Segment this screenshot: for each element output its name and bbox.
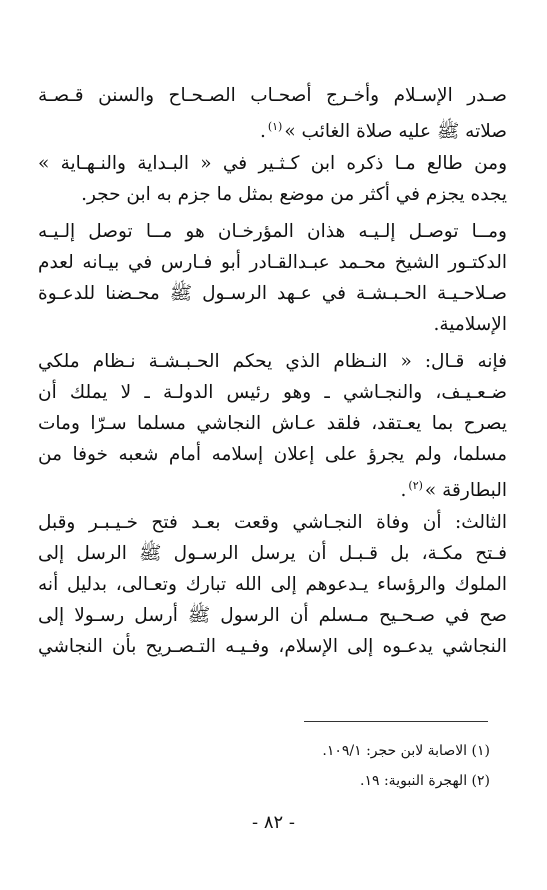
text-line: مسلما، ولم يجرؤ على إعلان إسلامه أمام شعبه خوفا من	[38, 444, 507, 465]
paragraph-3	[38, 216, 507, 340]
footnote-1: (١) الاصابة لابن حجر: ١٠٩/١.	[322, 743, 490, 759]
text-line: صلاته ﷺ عليه صلاة الغائب »$^{(١)}$.	[259, 120, 507, 142]
text-line: البطارقة »$^{(٢)}$.	[400, 479, 507, 501]
paragraph-2	[38, 148, 507, 210]
text-line: صـدر الإسـلام وأخـرج أصحـاب الصـحـاح والسنن قـصـة	[38, 85, 507, 106]
page-number: - ٨٢ -	[252, 812, 295, 833]
text-line: صح في صـحـيح مـسلم أن الرسول ﷺ أرسل رسـولا إلى	[38, 605, 507, 626]
text-line: يجده يجزم في أكثر من موضع بمثل ما جزم به ابن حجر.	[81, 184, 507, 205]
footnote-divider	[304, 721, 488, 722]
text-line: الملوك والرؤساء يـدعوهم إلى الله تبارك وتعـالى، بدليل أنه	[38, 574, 507, 595]
text-line: الإسلامية.	[433, 314, 507, 335]
text-line: فإنه قـال: « النـظام الذي يحكم الحـبـشـة نـظام ملكي	[38, 351, 507, 372]
page-body	[38, 80, 507, 668]
text-line: يصرح بما يعـتقد، فلقد عـاش النجاشي مسلما سـرّا ومات	[38, 413, 507, 434]
paragraph-4	[38, 346, 507, 501]
text-line: ومن طالع مـا ذكره ابن كـثـير في « البـداية والنـهـاية »	[38, 153, 507, 174]
text-line: الدكتـور الشيخ محـمد عبـدالقـادر أبو فـارس في بيـانه لعدم	[38, 252, 507, 273]
text-line: ومــا توصـل إلـيـه هذان المؤرخـان هو مــا توصل إلـيـه	[38, 221, 507, 242]
text-span: البطارقة »	[424, 480, 507, 501]
text-line: الثالث: أن وفاة النجـاشي وقعت بعـد فتح خـيـبـر وقبل	[38, 512, 507, 533]
footnote-reference[interactable]: (٢)	[408, 479, 423, 492]
paragraph-5	[38, 507, 507, 662]
footnotes	[38, 736, 490, 796]
text-line: ضـعـيـف، والنجـاشي ـ وهو رئيس الدولـة ـ لا يملك أن	[38, 382, 507, 403]
text-line: النجاشي يدعـوه إلى الإسلام، وفـيـه التـصـريح بأن النجاشي	[38, 636, 507, 657]
text-line: صـلاحـيـة الحـبـشـة في عـهد الرسـول ﷺ محـضنا للدعـوة	[38, 283, 507, 304]
footnote-reference[interactable]: (١)	[267, 120, 283, 133]
footnote-2: (٢) الهجرة النبوية: ١٩.	[360, 773, 490, 789]
text-span: صلاته ﷺ عليه صلاة الغائب »	[284, 121, 507, 142]
paragraph-1	[38, 80, 507, 142]
text-line: فـتح مكـة، بل قـبـل أن يرسل الرسـول ﷺ الرسل إلى	[38, 543, 507, 564]
